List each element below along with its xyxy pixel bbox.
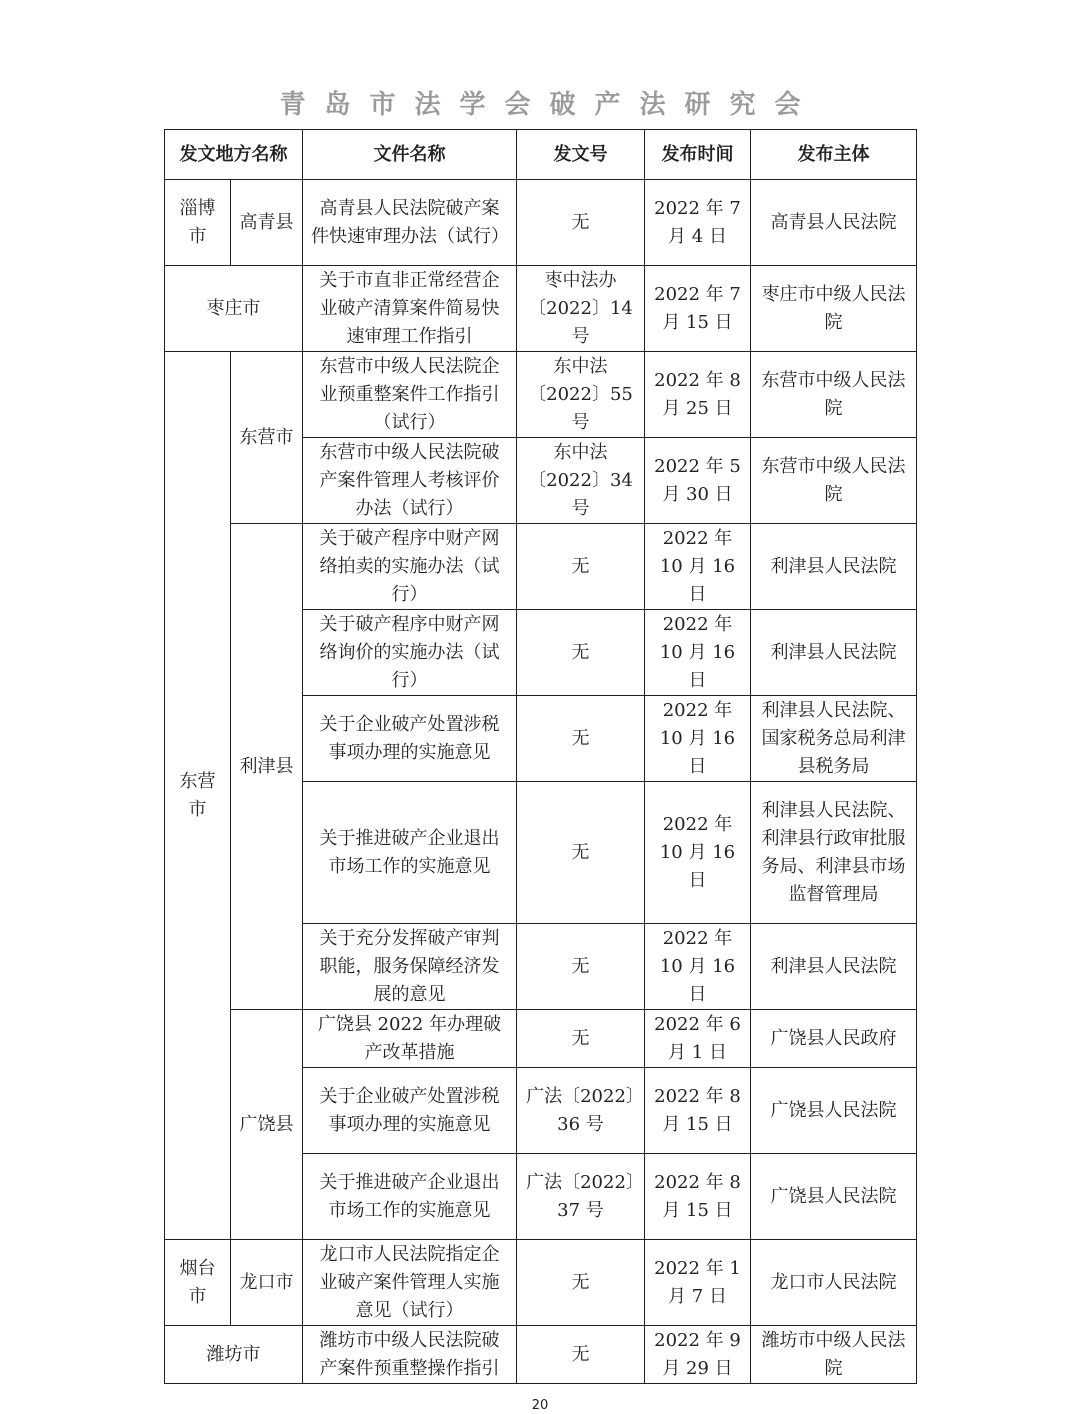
cell-issuer: 广饶县人民政府	[751, 1010, 917, 1068]
cell-issuer: 潍坊市中级人民法院	[751, 1326, 917, 1384]
cell-doc-no: 东中法〔2022〕55 号	[517, 352, 645, 438]
cell-doc-name: 东营市中级人民法院破产案件管理人考核评价办法（试行）	[303, 438, 517, 524]
cell-issuer: 广饶县人民法院	[751, 1154, 917, 1240]
cell-doc-name: 关于企业破产处置涉税事项办理的实施意见	[303, 696, 517, 782]
cell-county: 利津县	[231, 524, 303, 1010]
table-row	[165, 1010, 917, 1068]
header-doc-name: 文件名称	[303, 130, 517, 180]
cell-date: 2022 年 6 月 1 日	[645, 1010, 751, 1068]
cell-doc-name: 广饶县 2022 年办理破产改革措施	[303, 1010, 517, 1068]
cell-doc-no: 广法〔2022〕36 号	[517, 1068, 645, 1154]
cell-county: 东营市	[231, 352, 303, 524]
cell-date: 2022 年 10 月 16 日	[645, 696, 751, 782]
table-row	[165, 524, 917, 610]
header-region: 发文地方名称	[165, 130, 303, 180]
cell-issuer: 利津县人民法院	[751, 524, 917, 610]
header-doc-no: 发文号	[517, 130, 645, 180]
page-number: 20	[531, 1398, 549, 1413]
cell-issuer: 利津县人民法院、利津县行政审批服务局、利津县市场监督管理局	[751, 782, 917, 924]
cell-issuer: 枣庄市中级人民法院	[751, 266, 917, 352]
cell-doc-name: 关于推进破产企业退出市场工作的实施意见	[303, 1154, 517, 1240]
cell-issuer: 龙口市人民法院	[751, 1240, 917, 1326]
cell-issuer: 利津县人民法院	[751, 610, 917, 696]
cell-doc-no: 枣中法办〔2022〕14 号	[517, 266, 645, 352]
cell-doc-no: 无	[517, 524, 645, 610]
cell-issuer: 高青县人民法院	[751, 180, 917, 266]
cell-city: 烟台市	[165, 1240, 231, 1326]
cell-doc-name: 高青县人民法院破产案件快速审理办法（试行）	[303, 180, 517, 266]
cell-date: 2022 年 9 月 29 日	[645, 1326, 751, 1384]
cell-date: 2022 年 10 月 16 日	[645, 924, 751, 1010]
cell-doc-no: 无	[517, 610, 645, 696]
cell-city: 淄博市	[165, 180, 231, 266]
cell-issuer: 利津县人民法院、国家税务总局利津县税务局	[751, 696, 917, 782]
cell-date: 2022 年 8 月 15 日	[645, 1068, 751, 1154]
cell-date: 2022 年 7 月 15 日	[645, 266, 751, 352]
cell-doc-no: 东中法〔2022〕34 号	[517, 438, 645, 524]
cell-date: 2022 年 10 月 16 日	[645, 524, 751, 610]
cell-city: 东营市	[165, 352, 231, 1240]
cell-date: 2022 年 1 月 7 日	[645, 1240, 751, 1326]
cell-doc-name: 潍坊市中级人民法院破产案件预重整操作指引	[303, 1326, 517, 1384]
table-row	[165, 266, 917, 352]
table-row	[165, 352, 917, 438]
cell-doc-no: 无	[517, 1010, 645, 1068]
cell-doc-name: 关于市直非正常经营企业破产清算案件简易快速审理工作指引	[303, 266, 517, 352]
cell-doc-name: 东营市中级人民法院企业预重整案件工作指引（试行）	[303, 352, 517, 438]
table-header-row	[165, 130, 917, 180]
cell-issuer: 东营市中级人民法院	[751, 438, 917, 524]
table-row	[165, 1240, 917, 1326]
cell-doc-name: 关于充分发挥破产审判职能，服务保障经济发展的意见	[303, 924, 517, 1010]
cell-doc-name: 龙口市人民法院指定企业破产案件管理人实施意见（试行）	[303, 1240, 517, 1326]
cell-county: 龙口市	[231, 1240, 303, 1326]
table-row	[165, 180, 917, 266]
cell-issuer: 利津县人民法院	[751, 924, 917, 1010]
cell-doc-no: 无	[517, 924, 645, 1010]
cell-doc-name: 关于破产程序中财产网络询价的实施办法（试行）	[303, 610, 517, 696]
cell-doc-no: 无	[517, 1326, 645, 1384]
cell-date: 2022 年 5 月 30 日	[645, 438, 751, 524]
cell-doc-name: 关于推进破产企业退出市场工作的实施意见	[303, 782, 517, 924]
cell-date: 2022 年 7 月 4 日	[645, 180, 751, 266]
cell-county: 广饶县	[231, 1010, 303, 1240]
cell-doc-no: 无	[517, 1240, 645, 1326]
cell-doc-no: 无	[517, 696, 645, 782]
header-date: 发布时间	[645, 130, 751, 180]
page-header: 青岛市法学会破产法研究会	[279, 90, 820, 120]
cell-doc-no: 广法〔2022〕37 号	[517, 1154, 645, 1240]
cell-doc-name: 关于破产程序中财产网络拍卖的实施办法（试行）	[303, 524, 517, 610]
cell-date: 2022 年 8 月 15 日	[645, 1154, 751, 1240]
cell-issuer: 广饶县人民法院	[751, 1068, 917, 1154]
cell-date: 2022 年 8 月 25 日	[645, 352, 751, 438]
cell-date: 2022 年 10 月 16 日	[645, 610, 751, 696]
cell-date: 2022 年 10 月 16 日	[645, 782, 751, 924]
cell-city: 潍坊市	[165, 1326, 303, 1384]
cell-city: 枣庄市	[165, 266, 303, 352]
cell-issuer: 东营市中级人民法院	[751, 352, 917, 438]
cell-county: 高青县	[231, 180, 303, 266]
table-row	[165, 1326, 917, 1384]
cell-doc-name: 关于企业破产处置涉税事项办理的实施意见	[303, 1068, 517, 1154]
cell-doc-no: 无	[517, 782, 645, 924]
policy-table	[164, 129, 917, 1384]
header-issuer: 发布主体	[751, 130, 917, 180]
cell-doc-no: 无	[517, 180, 645, 266]
